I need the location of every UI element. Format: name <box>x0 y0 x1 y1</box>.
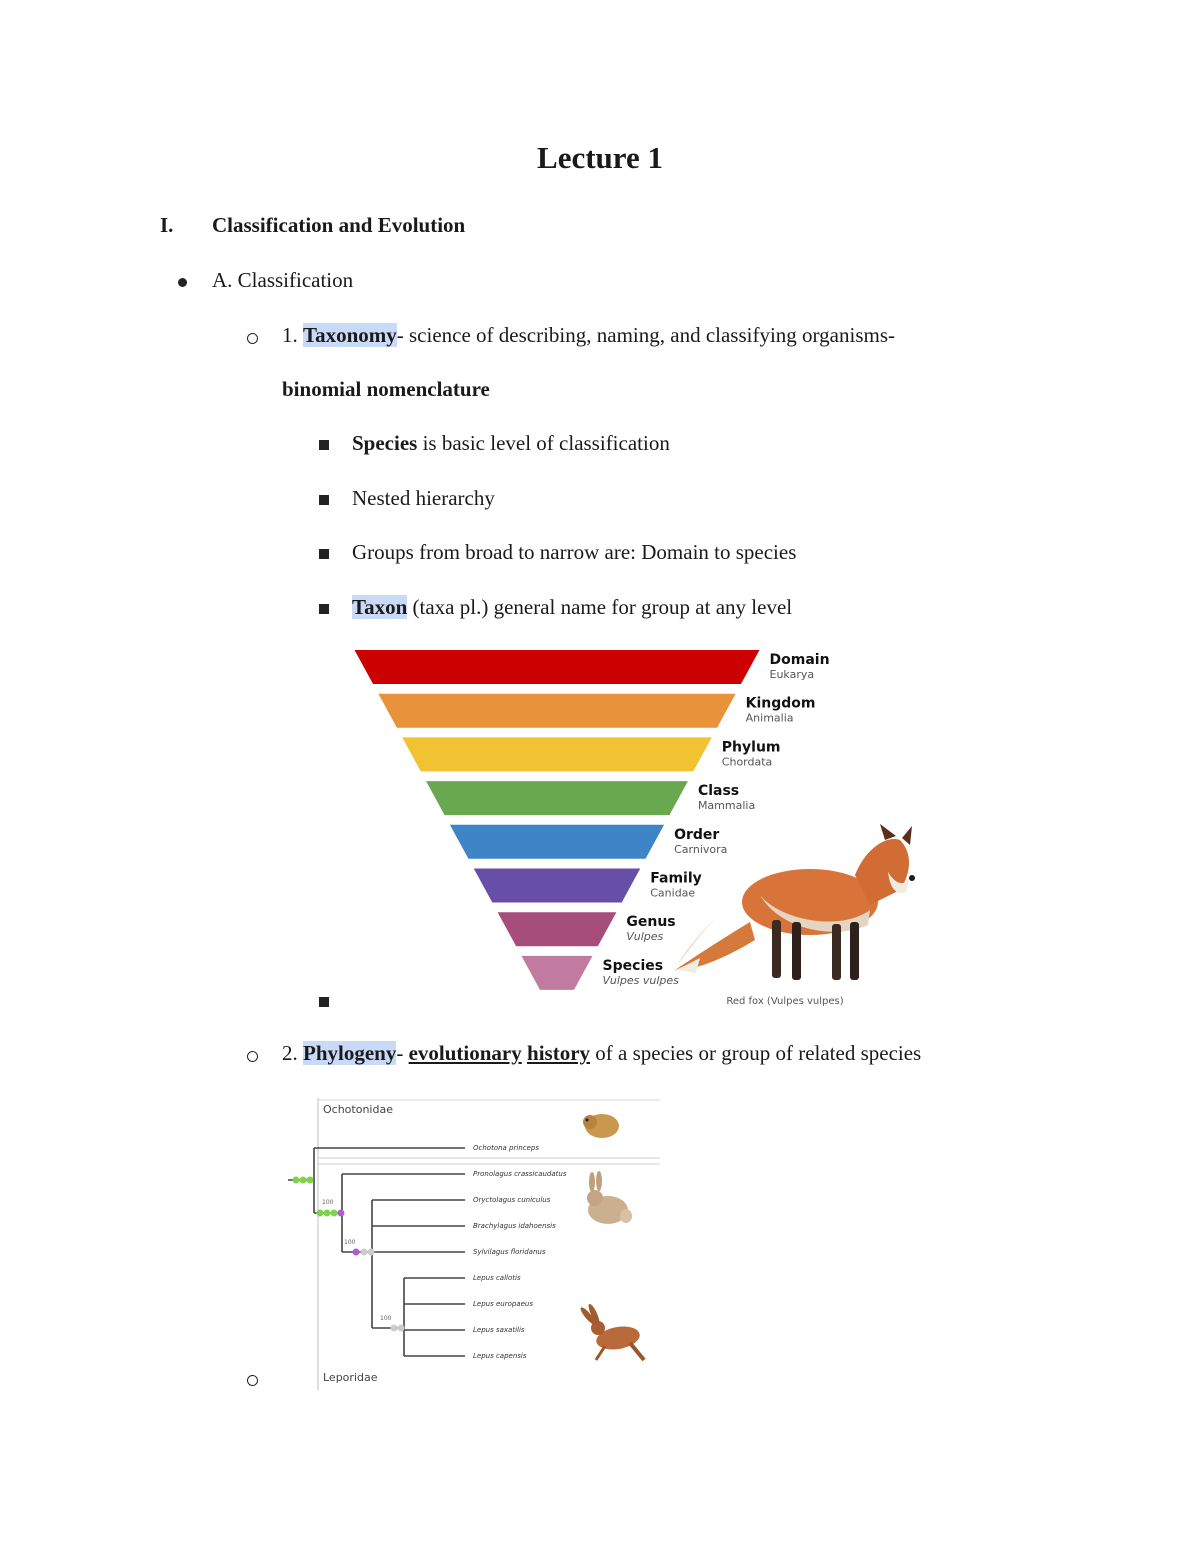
taxon-label: Lepus saxatilis <box>473 1326 525 1334</box>
taxon-name-label: Eukarya <box>769 668 815 681</box>
fox-caption: Red fox (Vulpes vulpes) <box>726 996 844 1007</box>
tree-branches <box>288 1148 465 1356</box>
taxon-label: Lepus capensis <box>473 1352 527 1360</box>
phylogeny-tree-figure <box>280 1098 662 1390</box>
taxon-label: Lepus europaeus <box>473 1300 533 1308</box>
taxa-labels <box>473 1144 567 1360</box>
taxon-name-label: Canidae <box>650 886 696 900</box>
page-title: Lecture 1 <box>537 140 663 175</box>
node-support-label: 100 <box>380 1315 392 1322</box>
taxon-label: Sylvilagus floridanus <box>473 1248 546 1256</box>
section-title: Classification and Evolution <box>212 213 466 237</box>
taxon-label: Ochotona princeps <box>473 1144 540 1152</box>
phylogeny-dash: - <box>396 1041 409 1065</box>
rank-label: Species <box>602 957 664 974</box>
evolutionary-word: evolutionary <box>408 1041 522 1065</box>
pyramid-band-kingdom <box>378 694 735 728</box>
taxonomy-definition: - science of describing, naming, and classifying organisms- <box>396 323 896 347</box>
rank-label: Order <box>674 826 720 843</box>
taxon-label: Brachylagus idahoensis <box>473 1222 556 1230</box>
phylogeny-definition: of a species or group of related species <box>590 1041 922 1065</box>
taxon-name-label: Animalia <box>745 711 794 725</box>
taxon-text: (taxa pl.) general name for group at any level <box>407 595 793 619</box>
item-2-line <box>282 1041 921 1066</box>
pyramid-band-genus <box>498 912 617 946</box>
bullet-circle <box>247 1051 258 1062</box>
taxon-name-label: Vulpes vulpes <box>602 973 679 987</box>
bullet-square <box>319 495 329 505</box>
pyramid-band-phylum <box>402 737 712 771</box>
bullet-square <box>319 604 329 614</box>
leporidae-label: Leporidae <box>323 1371 378 1384</box>
bullet-square <box>319 997 329 1007</box>
node-support-label: 100 <box>344 1239 356 1246</box>
bullet-nested-hierarchy: Nested hierarchy <box>352 486 495 510</box>
ochotonidae-label: Ochotonidae <box>323 1103 393 1116</box>
taxon-name-label: Mammalia <box>697 799 756 813</box>
species-text: is basic level of classification <box>417 431 670 455</box>
rank-label: Domain <box>769 652 830 668</box>
pyramid-band-class <box>426 781 688 815</box>
rank-label: Genus <box>626 914 676 931</box>
rabbit-illustration <box>587 1171 632 1224</box>
item-1-number: 1. <box>282 323 298 347</box>
taxonomy-pyramid-figure <box>340 640 930 1015</box>
bullet-species <box>352 431 670 456</box>
rank-label: Phylum <box>721 739 781 756</box>
bullet-groups: Groups from broad to narrow are: Domain to species <box>352 540 797 564</box>
bullet-circle <box>247 333 258 344</box>
rank-label: Class <box>697 783 740 800</box>
phylogeny-term: Phylogeny <box>303 1041 397 1065</box>
taxon-name-label: Carnivora <box>674 842 728 856</box>
item-1-line <box>282 323 895 348</box>
pyramid-band-order <box>450 825 664 859</box>
rank-label: Family <box>650 870 702 887</box>
item-2-number: 2. <box>282 1041 298 1065</box>
pyramid-band-domain <box>355 650 760 684</box>
section-numeral: I. <box>160 213 174 237</box>
taxonomy-term: Taxonomy <box>303 323 397 347</box>
taxon-term: Taxon <box>352 595 408 619</box>
pyramid-bands <box>355 650 830 990</box>
bullet-disc <box>178 278 187 287</box>
taxon-label: Oryctolagus cuniculus <box>473 1196 551 1204</box>
hare-illustration <box>579 1303 644 1360</box>
bullet-taxon <box>352 595 792 620</box>
taxon-label: Pronolagus crassicaudatus <box>473 1170 567 1178</box>
binomial-nomenclature: binomial nomenclature <box>282 377 490 401</box>
pika-illustration <box>583 1114 619 1138</box>
pyramid-band-species <box>521 956 592 990</box>
history-word: history <box>527 1041 591 1065</box>
rank-label: Kingdom <box>745 695 816 712</box>
taxon-name-label: Chordata <box>721 755 773 769</box>
pyramid-band-family <box>474 869 641 903</box>
bullet-square <box>319 440 329 450</box>
taxon-label: Lepus callotis <box>473 1274 521 1282</box>
bullet-square <box>319 549 329 559</box>
species-term: Species <box>352 431 418 455</box>
node-support-label: 100 <box>322 1199 334 1206</box>
subsection-label: A. Classification <box>212 268 354 292</box>
taxon-name-label: Vulpes <box>626 930 664 944</box>
bullet-circle <box>247 1375 258 1386</box>
